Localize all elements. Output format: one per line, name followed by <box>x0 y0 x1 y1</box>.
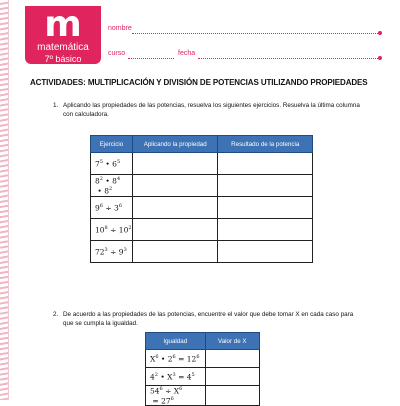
item-number: 1. <box>53 102 59 109</box>
column-header: Aplicando la propiedad <box>132 136 218 153</box>
base: 9 <box>95 203 100 213</box>
table-row <box>91 197 313 219</box>
base: 3 <box>114 203 119 213</box>
exponent: 2 <box>108 185 113 192</box>
exponent: 3 <box>172 371 176 378</box>
base: 8 <box>95 176 100 186</box>
exponent: 2 <box>154 371 158 378</box>
answer-cell[interactable] <box>132 175 218 197</box>
answer-cell[interactable] <box>218 241 313 263</box>
exponent: 3 <box>104 246 108 253</box>
exponent: 6 <box>99 202 103 209</box>
name-line[interactable] <box>132 33 378 34</box>
base: 72 <box>95 247 105 257</box>
date-label: fecha <box>178 50 196 57</box>
exponent: 6 <box>172 353 176 360</box>
exponent: 5 <box>99 158 103 165</box>
answer-cell[interactable] <box>218 153 313 175</box>
answer-cell[interactable] <box>132 219 218 241</box>
decorative-side-ribbon <box>0 0 9 400</box>
exponent: 8 <box>104 224 108 231</box>
expression-cell <box>146 350 206 368</box>
exercise-table <box>90 135 313 263</box>
expression-cell <box>91 153 133 175</box>
item-number: 2. <box>53 311 59 318</box>
column-header: Valor de X <box>205 333 259 350</box>
exponent: 6 <box>155 353 159 360</box>
item-instructions: De acuerdo a las propiedades de las potencias, encuentre el valor que debe tomar X en cada caso para que se cumpla la igualdad. <box>63 311 354 327</box>
base: 10 <box>95 225 105 235</box>
name-label: nombre <box>108 25 132 32</box>
operator: • <box>157 372 168 382</box>
answer-cell[interactable] <box>205 368 259 386</box>
base: 4 <box>186 372 192 382</box>
column-header: Resultado de la potencia <box>218 136 313 153</box>
column-header: Igualdad <box>146 333 206 350</box>
base: 27 <box>161 396 171 405</box>
operator: • <box>158 354 168 364</box>
answer-cell[interactable] <box>132 197 218 219</box>
answer-cell[interactable] <box>205 386 259 406</box>
answer-cell[interactable] <box>218 197 313 219</box>
logo-letter: m <box>44 4 82 45</box>
table-row <box>91 219 313 241</box>
exponent: 2 <box>128 224 132 231</box>
base: X <box>150 354 156 364</box>
line-endcap <box>378 56 382 60</box>
course-line[interactable] <box>128 58 174 59</box>
equality-table <box>145 332 260 406</box>
operator: ÷ <box>107 247 119 257</box>
matematica-logo <box>25 6 101 64</box>
course-label: curso <box>108 50 126 57</box>
exponent: 5 <box>191 371 195 378</box>
logo-subject: matemática <box>37 42 89 53</box>
base: 9 <box>118 247 124 257</box>
operator: • <box>102 159 113 169</box>
table-row <box>91 175 313 197</box>
exponent: 5 <box>116 158 121 165</box>
answer-cell[interactable] <box>132 153 218 175</box>
expression-cell <box>146 386 206 406</box>
line-endcap <box>378 31 382 35</box>
expression-cell <box>146 368 206 386</box>
table-row <box>146 368 260 386</box>
base: 10 <box>118 225 129 235</box>
table-row <box>91 153 313 175</box>
expression-cell <box>91 175 133 197</box>
base: 8 <box>104 186 109 195</box>
exponent: 6 <box>196 353 200 360</box>
operator: ÷ <box>107 225 119 235</box>
base: 7 <box>95 159 100 169</box>
base: 6 <box>112 159 117 169</box>
worksheet-title: ACTIVIDADES: MULTIPLICACIÓN Y DIVISIÓN DE POTENCIAS UTILIZANDO PROPIEDADES <box>30 78 368 87</box>
answer-cell[interactable] <box>132 241 218 263</box>
exponent: 4 <box>116 176 121 182</box>
base: 8 <box>112 176 117 186</box>
exponent: 6 <box>118 202 122 209</box>
table-row <box>146 350 260 368</box>
exponent: 6 <box>159 386 163 392</box>
operator: • <box>95 186 105 195</box>
expression-cell <box>91 219 133 241</box>
operator: = <box>175 354 187 364</box>
operator: = <box>175 372 187 382</box>
answer-cell[interactable] <box>218 175 313 197</box>
operator: = <box>150 396 162 405</box>
exponent: 3 <box>123 246 127 253</box>
operator: • <box>102 176 113 186</box>
base: 12 <box>186 354 197 364</box>
table-row <box>91 241 313 263</box>
item-instructions: Aplicando las propiedades de las potencias, resuelva los siguientes ejercicios. Resuelva la última columna con calculadora. <box>63 102 360 118</box>
operator: ÷ <box>162 386 174 396</box>
logo-grade: 7º básico <box>44 54 82 64</box>
base: 4 <box>150 372 155 382</box>
exponent: 6 <box>170 395 174 402</box>
exponent: 2 <box>99 176 103 182</box>
date-line[interactable] <box>198 58 378 59</box>
base: 54 <box>150 386 160 396</box>
base: X <box>173 386 180 396</box>
base: 2 <box>167 354 173 364</box>
answer-cell[interactable] <box>218 219 313 241</box>
expression-cell <box>91 197 133 219</box>
exponent: 6 <box>179 386 183 392</box>
table-row <box>146 386 260 406</box>
column-header: Ejercicio <box>91 136 133 153</box>
expression-cell <box>91 241 133 263</box>
operator: ÷ <box>102 203 115 213</box>
answer-cell[interactable] <box>205 350 259 368</box>
base: X <box>167 372 173 382</box>
